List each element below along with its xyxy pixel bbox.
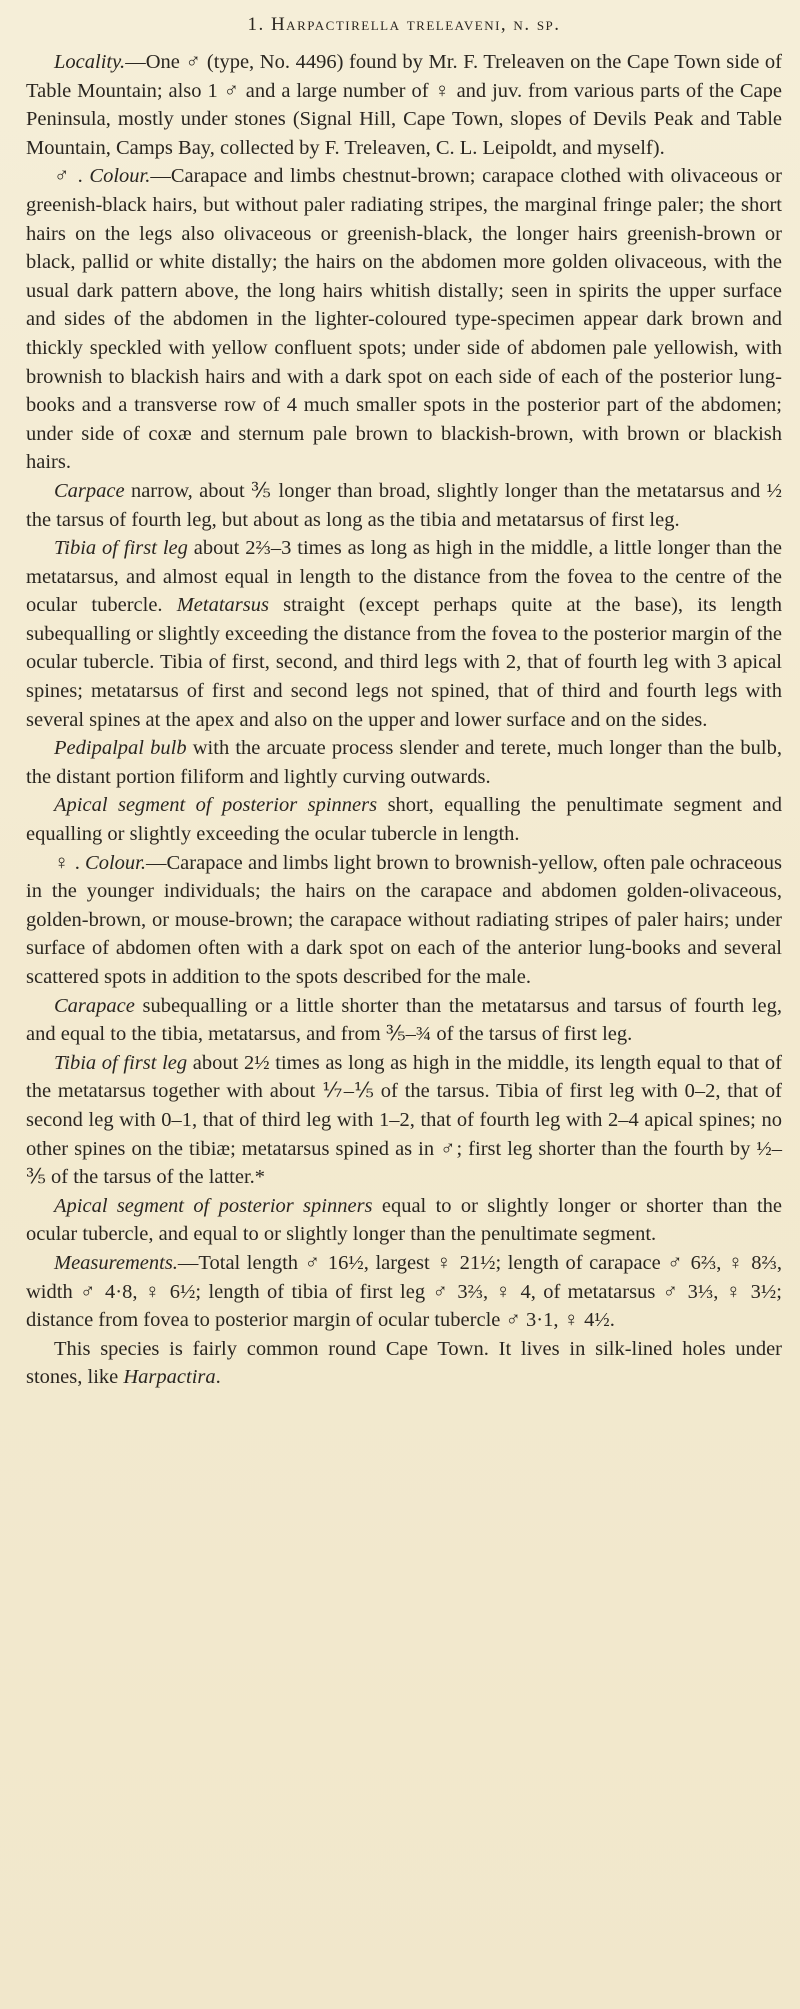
female-tibia-lead: Tibia of first leg	[54, 1051, 188, 1074]
locality-paragraph	[26, 48, 782, 162]
male-colour-lead: Colour.	[89, 165, 151, 188]
male-carapace-lead: Carpace	[54, 479, 125, 502]
male-bulb-paragraph	[26, 734, 782, 791]
measurements-paragraph	[26, 1249, 782, 1335]
male-symbol: ♂ .	[54, 165, 90, 188]
measurements-lead: Measurements.	[54, 1251, 178, 1274]
male-tibia-text: about 2⅔–3 times as long as high in the middle, a little longer than the metatarsus, and almost equal in length to the distance from the fovea to the centre of the ocular tubercle.	[26, 537, 782, 617]
female-carapace-lead: Carapace	[54, 994, 135, 1017]
male-spinners-paragraph	[26, 791, 782, 848]
female-colour-text: —Carapace and limbs light brown to brownish-yellow, often pale ochraceous in the younger individuals; the hairs on the carapace and abdomen golden-olivaceous, golden-brown, or mouse-brown; the carapace without radiating stripes of paler hairs; under surface of abdomen often with a dark spot on each of the anterior lung-books and several scattered spots in addition to the spots described for the male.	[26, 851, 782, 988]
male-colour-text: —Carapace and limbs chestnut-brown; carapace clothed with olivaceous or greenish-black hairs, but without paler radiating stripes, the marginal fringe paler; the short hairs on the legs also olivaceous or greenish-black, the longer hairs greenish-brown or black, pallid or white distally; the hairs on the abdomen more golden olivaceous, with the usual dark pattern above, the long hairs whitish distally; seen in spirits the upper surface and sides of the abdomen in the lighter-coloured type-specimen appear dark brown and thickly speckled with yellow confluent spots; under side of abdomen pale yellowish, with brownish to blackish hairs and with a dark spot on each side of each of the posterior lung-books and a transverse row of 4 much smaller spots in the posterior part of the abdomen; under side of coxæ and sternum pale brown to blackish-brown, with brown or blackish hairs.	[26, 165, 783, 474]
male-colour-paragraph	[26, 162, 782, 477]
male-spinners-lead: Apical segment of posterior spinners	[54, 794, 378, 817]
locality-lead: Locality.	[54, 51, 126, 73]
habitat-genus: Harpactira	[123, 1366, 216, 1389]
female-colour-paragraph	[26, 849, 782, 992]
female-carapace-text: subequalling or a little shorter than the metatarsus and tarsus of fourth leg, and equal to the tibia, metatarsus, and from ⅗–¾ of the tarsus of first leg.	[26, 994, 782, 1046]
species-heading: 1. Harpactirella treleaveni, n. sp.	[247, 14, 561, 35]
male-metatarsus-text: straight (except perhaps quite at the base), its length subequalling or slightly exceeding the distance from the fovea to the posterior margin of the ocular tubercle. Tibia of first, second, and third legs with 2, that of fourth leg with 3 apical spines; metatarsus of first and second legs not spined, that of third and fourth legs with several spines at the apex and also on the upper and lower surface and on the sides.	[26, 594, 782, 731]
female-spinners-text: equal to or slightly longer or shorter than the ocular tubercle, and equal to or slightly longer than the penultimate segment.	[26, 1194, 782, 1246]
male-carapace-paragraph	[26, 477, 782, 534]
habitat-text: This species is fairly common round Cape Town. It lives in silk-lined holes under stones, like	[26, 1337, 782, 1389]
female-spinners-lead: Apical segment of posterior spinners	[54, 1194, 373, 1217]
locality-text: —One ♂ (type, No. 4496) found by Mr. F. Treleaven on the Cape Town side of Table Mountain; also 1 ♂ and a large number of ♀ and juv. from various parts of the Cape Peninsula, mostly under stones (Signal Hill, Cape Town, slopes of Devils Peak and Table Mountain, Camps Bay, collected by F. Treleaven, C. L. Leipoldt, and myself).	[26, 51, 782, 159]
habitat-period: .	[215, 1366, 221, 1389]
female-symbol: ♀ .	[54, 851, 86, 874]
male-tibia-lead: Tibia of first leg	[54, 537, 188, 560]
male-carapace-text: narrow, about ⅗ longer than broad, slightly longer than the metatarsus and ½ the tarsus of fourth leg, but about as long as the tibia and metatarsus of first leg.	[26, 479, 782, 531]
habitat-paragraph	[26, 1335, 782, 1392]
male-metatarsus-lead: Metatarsus	[176, 594, 269, 617]
female-tibia-paragraph	[26, 1049, 782, 1192]
female-carapace-paragraph	[26, 992, 782, 1049]
female-spinners-paragraph	[26, 1192, 782, 1249]
female-colour-lead: Colour.	[85, 851, 146, 874]
male-tibia-paragraph	[26, 534, 782, 734]
female-tibia-text: about 2½ times as long as high in the middle, its length equal to that of the metatarsus together with about ⅐–⅕ of the tarsus. Tibia of first leg with 0–2, that of second leg with 0–1, that of third leg with 1–2, that of fourth leg with 2–4 apical spines; no other spines on the tibiæ; metatarsus spined as in ♂; first leg shorter than the fourth by ½–⅗ of the tarsus of the latter.*	[26, 1051, 782, 1189]
male-bulb-text: with the arcuate process slender and terete, much longer than the bulb, the distant portion filiform and lightly curving outwards.	[26, 737, 782, 788]
male-spinners-text: short, equalling the penultimate segment and equalling or slightly exceeding the ocular tubercle in length.	[26, 794, 782, 846]
measurements-text: —Total length ♂ 16½, largest ♀ 21½; length of carapace ♂ 6⅔, ♀ 8⅔, width ♂ 4·8, ♀ 6½; length of tibia of first leg ♂ 3⅔, ♀ 4, of metatarsus ♂ 3⅓, ♀ 3½; distance from fovea to posterior margin of ocular tubercle ♂ 3·1, ♀ 4½.	[26, 1251, 782, 1332]
male-bulb-lead: Pedipalpal bulb	[54, 737, 187, 760]
